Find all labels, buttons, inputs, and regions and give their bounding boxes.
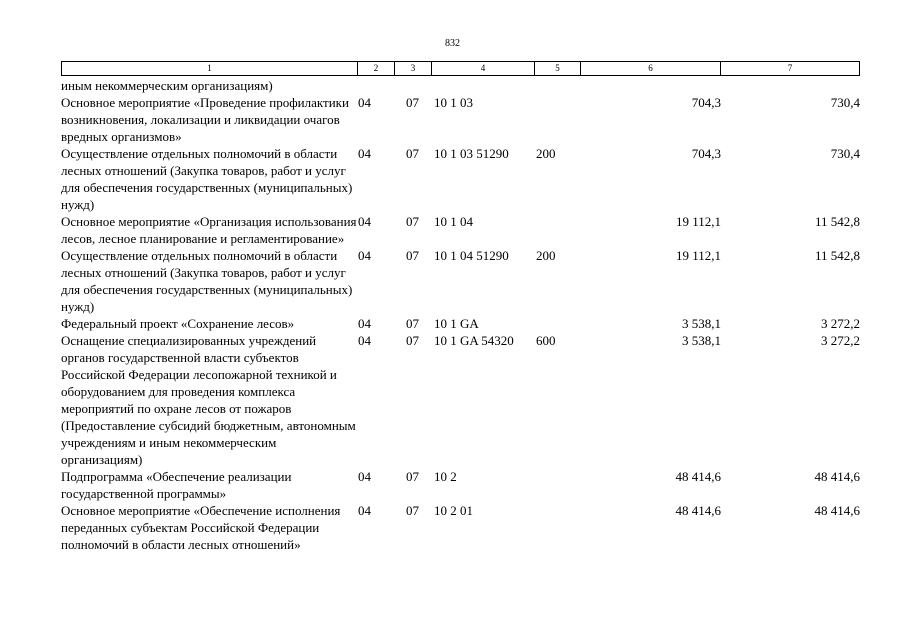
table-row [61, 315, 861, 332]
row-expense-type: 600 [536, 333, 556, 348]
row-target-code: 10 1 04 [434, 214, 473, 229]
row-amount-year1: 704,3 [691, 95, 721, 110]
header-col-4: 4 [432, 62, 535, 76]
header-col-3: 3 [395, 62, 432, 76]
table-row [61, 145, 861, 213]
row-amount-year2: 730,4 [830, 95, 860, 110]
table-row [61, 77, 861, 94]
row-subsection: 07 [406, 503, 419, 518]
column-number-header [61, 61, 860, 76]
header-col-7: 7 [721, 62, 860, 76]
row-amount-year2: 11 542,8 [814, 214, 860, 229]
row-amount-year2: 3 272,2 [821, 316, 860, 331]
row-name: Осуществление отдельных полномочий в области лесных отношений (Закупка товаров, работ и услуг для обеспечения государственных (муниципальных) нужд) [61, 248, 353, 314]
row-section: 04 [358, 214, 371, 229]
row-target-code: 10 1 03 51290 [434, 146, 509, 161]
row-expense-type: 200 [536, 146, 556, 161]
row-amount-year2: 11 542,8 [814, 248, 860, 263]
row-subsection: 07 [406, 469, 419, 484]
row-amount-year2: 3 272,2 [821, 333, 860, 348]
header-row [62, 62, 860, 76]
table-row [61, 94, 861, 145]
row-section: 04 [358, 95, 371, 110]
row-amount-year2: 730,4 [830, 146, 860, 161]
row-target-code: 10 1 GA 54320 [434, 333, 514, 348]
row-target-code: 10 1 GA [434, 316, 479, 331]
row-section: 04 [358, 469, 371, 484]
row-amount-year2: 48 414,6 [814, 503, 860, 518]
table-row [61, 332, 861, 468]
header-col-1: 1 [62, 62, 358, 76]
row-name: Осуществление отдельных полномочий в области лесных отношений (Закупка товаров, работ и услуг для обеспечения государственных (муниципальных) нужд) [61, 146, 353, 212]
budget-table-body [61, 77, 861, 553]
row-amount-year1: 3 538,1 [682, 333, 721, 348]
row-amount-year1: 19 112,1 [675, 214, 721, 229]
header-col-5: 5 [535, 62, 581, 76]
row-amount-year1: 48 414,6 [675, 469, 721, 484]
row-subsection: 07 [406, 95, 419, 110]
row-name: Федеральный проект «Сохранение лесов» [61, 316, 295, 331]
row-amount-year2: 48 414,6 [814, 469, 860, 484]
row-target-code: 10 2 01 [434, 503, 473, 518]
table-row [61, 468, 861, 502]
row-section: 04 [358, 333, 371, 348]
row-section: 04 [358, 503, 371, 518]
row-section: 04 [358, 248, 371, 263]
row-name: иным некоммерческим организациям) [61, 78, 273, 93]
row-subsection: 07 [406, 333, 419, 348]
row-amount-year1: 19 112,1 [675, 248, 721, 263]
row-name: Основное мероприятие «Организация использования лесов, лесное планирование и регламентирование» [61, 214, 357, 246]
header-col-2: 2 [358, 62, 395, 76]
row-subsection: 07 [406, 316, 419, 331]
row-amount-year1: 3 538,1 [682, 316, 721, 331]
row-subsection: 07 [406, 214, 419, 229]
row-name: Основное мероприятие «Проведение профилактики возникновения, локализации и ликвидации очагов вредных организмов» [61, 95, 349, 144]
row-target-code: 10 2 [434, 469, 457, 484]
table-row [61, 213, 861, 247]
row-amount-year1: 704,3 [691, 146, 721, 161]
row-name: Подпрограмма «Обеспечение реализации государственной программы» [61, 469, 292, 501]
table-row [61, 502, 861, 553]
row-subsection: 07 [406, 248, 419, 263]
row-section: 04 [358, 316, 371, 331]
row-subsection: 07 [406, 146, 419, 161]
page-number: 832 [445, 38, 460, 49]
row-section: 04 [358, 146, 371, 161]
row-target-code: 10 1 03 [434, 95, 473, 110]
table-row [61, 247, 861, 315]
row-target-code: 10 1 04 51290 [434, 248, 509, 263]
row-name: Оснащение специализированных учреждений органов государственной власти субъектов Российской Федерации лесопожарной техникой и оборудованием для проведения комплекса мероприятий по охране лесов от пожаров (Предоставление субсидий бюджетным, автономным учреждениям и иным некоммерческим организациям) [61, 333, 356, 467]
row-expense-type: 200 [536, 248, 556, 263]
row-name: Основное мероприятие «Обеспечение исполнения переданных субъектам Российской Федерации полномочий в области лесных отношений» [61, 503, 341, 552]
row-amount-year1: 48 414,6 [675, 503, 721, 518]
header-col-6: 6 [581, 62, 721, 76]
